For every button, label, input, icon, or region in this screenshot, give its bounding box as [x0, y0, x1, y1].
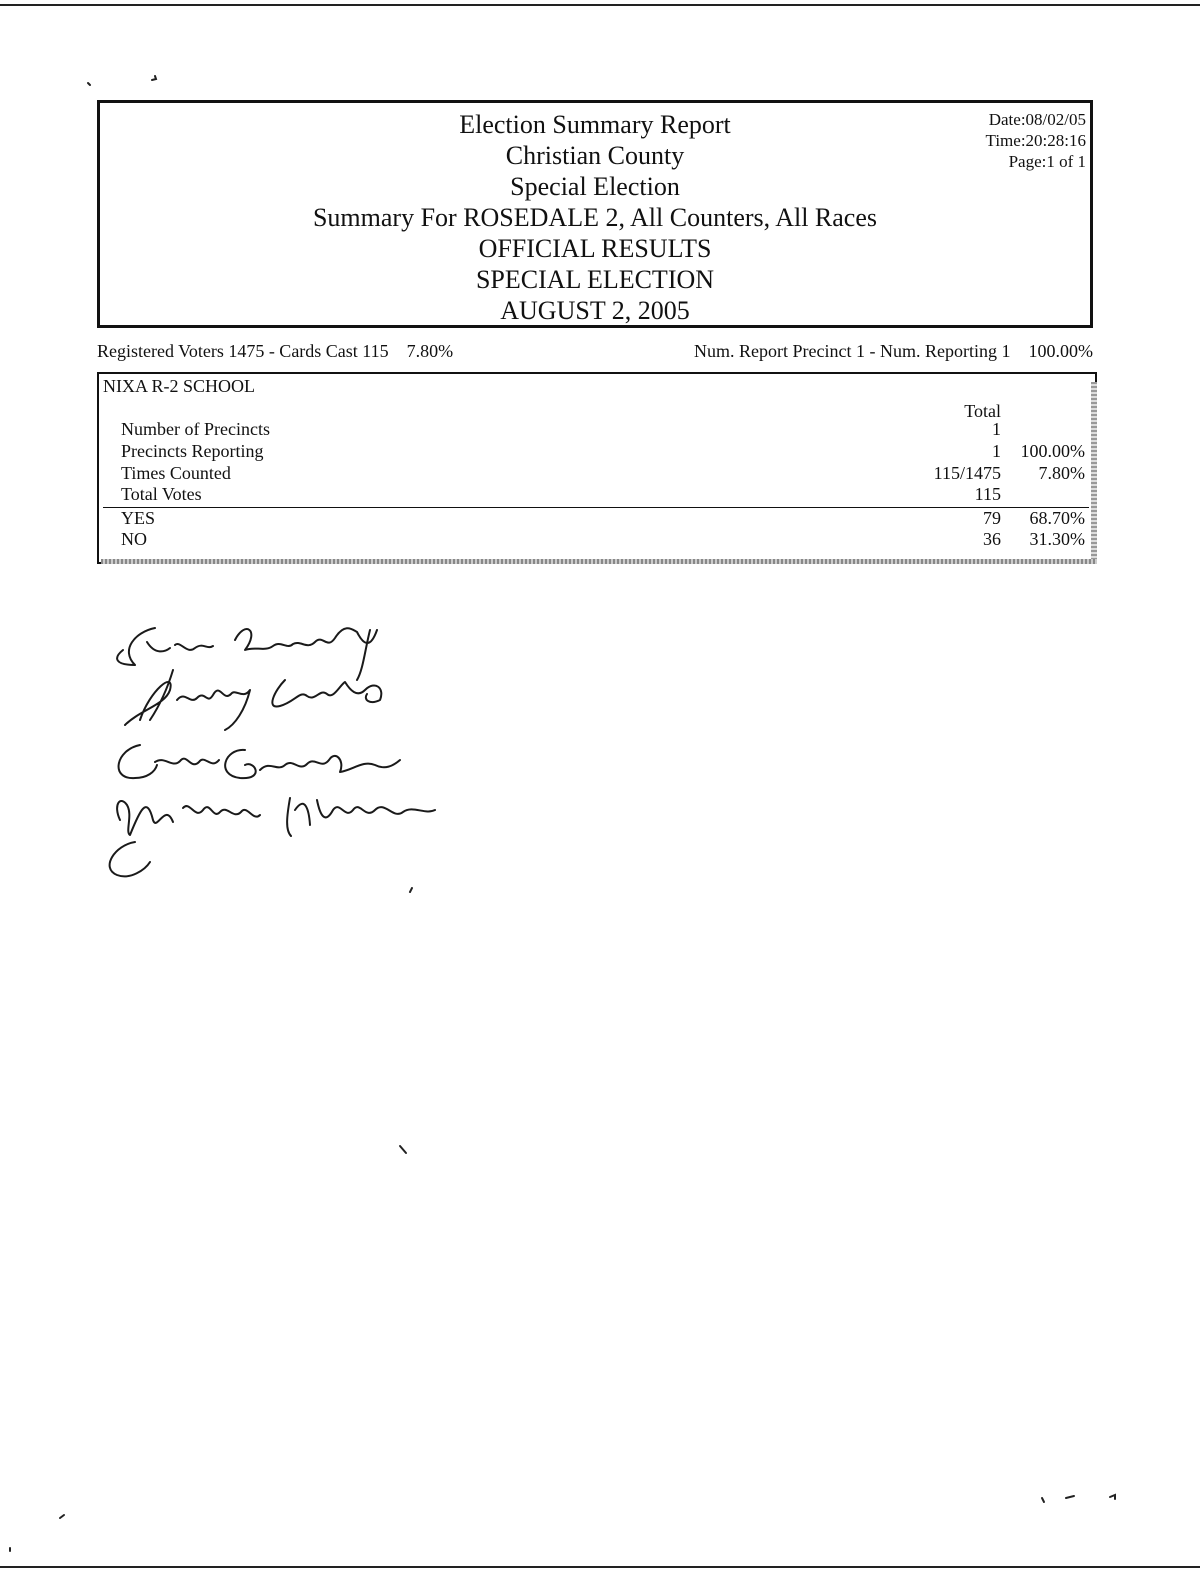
election-date: AUGUST 2, 2005 — [500, 296, 690, 325]
election-name: SPECIAL ELECTION — [475, 265, 715, 294]
choice-votes: 36 — [983, 529, 1001, 549]
box-shadow-right — [1091, 382, 1097, 564]
stat-value: 115 — [974, 484, 1001, 504]
choice-row — [121, 508, 1085, 530]
stat-value: 1 — [992, 419, 1001, 439]
stat-label: Total Votes — [121, 484, 202, 504]
stat-label: Times Counted — [121, 463, 231, 483]
choice-label: YES — [121, 508, 156, 528]
stat-row — [121, 484, 1085, 506]
signature-4 — [117, 798, 435, 836]
race-results-box — [97, 372, 1097, 564]
choice-percent: 68.70% — [1029, 508, 1085, 528]
stat-percent: 7.80% — [1038, 463, 1085, 483]
report-meta — [986, 109, 1086, 172]
choice-row — [121, 529, 1085, 551]
handwritten-signatures — [95, 610, 475, 890]
bottom-rule — [0, 1566, 1200, 1568]
box-shadow-bottom — [101, 559, 1097, 564]
results-status: OFFICIAL RESULTS — [478, 234, 712, 263]
stat-row — [121, 463, 1085, 485]
county-name: Christian County — [505, 141, 685, 170]
stat-percent: 100.00% — [1020, 441, 1085, 461]
report-date: Date:08/02/05 — [988, 110, 1086, 129]
summary-scope: Summary For ROSEDALE 2, All Counters, All Races — [312, 203, 878, 232]
choice-percent: 31.30% — [1029, 529, 1085, 549]
choice-label: NO — [121, 529, 147, 549]
signature-1 — [117, 628, 377, 680]
total-column-header: Total — [964, 401, 1001, 421]
stat-row — [121, 419, 1085, 441]
stat-label: Precincts Reporting — [121, 441, 264, 461]
race-name: NIXA R-2 SCHOOL — [103, 376, 256, 396]
precinct-reporting-summary: Num. Report Precinct 1 - Num. Reporting 1 100.00% — [694, 341, 1093, 361]
report-time: Time:20:28:16 — [985, 131, 1086, 150]
report-header-box — [97, 100, 1093, 328]
signature-5 — [110, 842, 150, 876]
report-title-block — [100, 109, 1090, 326]
stat-row — [121, 441, 1085, 463]
election-type: Special Election — [510, 172, 680, 201]
stat-label: Number of Precincts — [121, 419, 270, 439]
registered-voters-summary: Registered Voters 1475 - Cards Cast 115 7.80% — [97, 341, 454, 361]
stat-value: 115/1475 — [933, 463, 1001, 483]
choice-votes: 79 — [983, 508, 1001, 528]
page-number: Page:1 of 1 — [1008, 152, 1086, 171]
report-title: Election Summary Report — [459, 110, 731, 139]
stat-value: 1 — [992, 441, 1001, 461]
top-rule — [0, 4, 1200, 6]
signature-3 — [119, 745, 400, 778]
signature-2 — [125, 670, 381, 730]
